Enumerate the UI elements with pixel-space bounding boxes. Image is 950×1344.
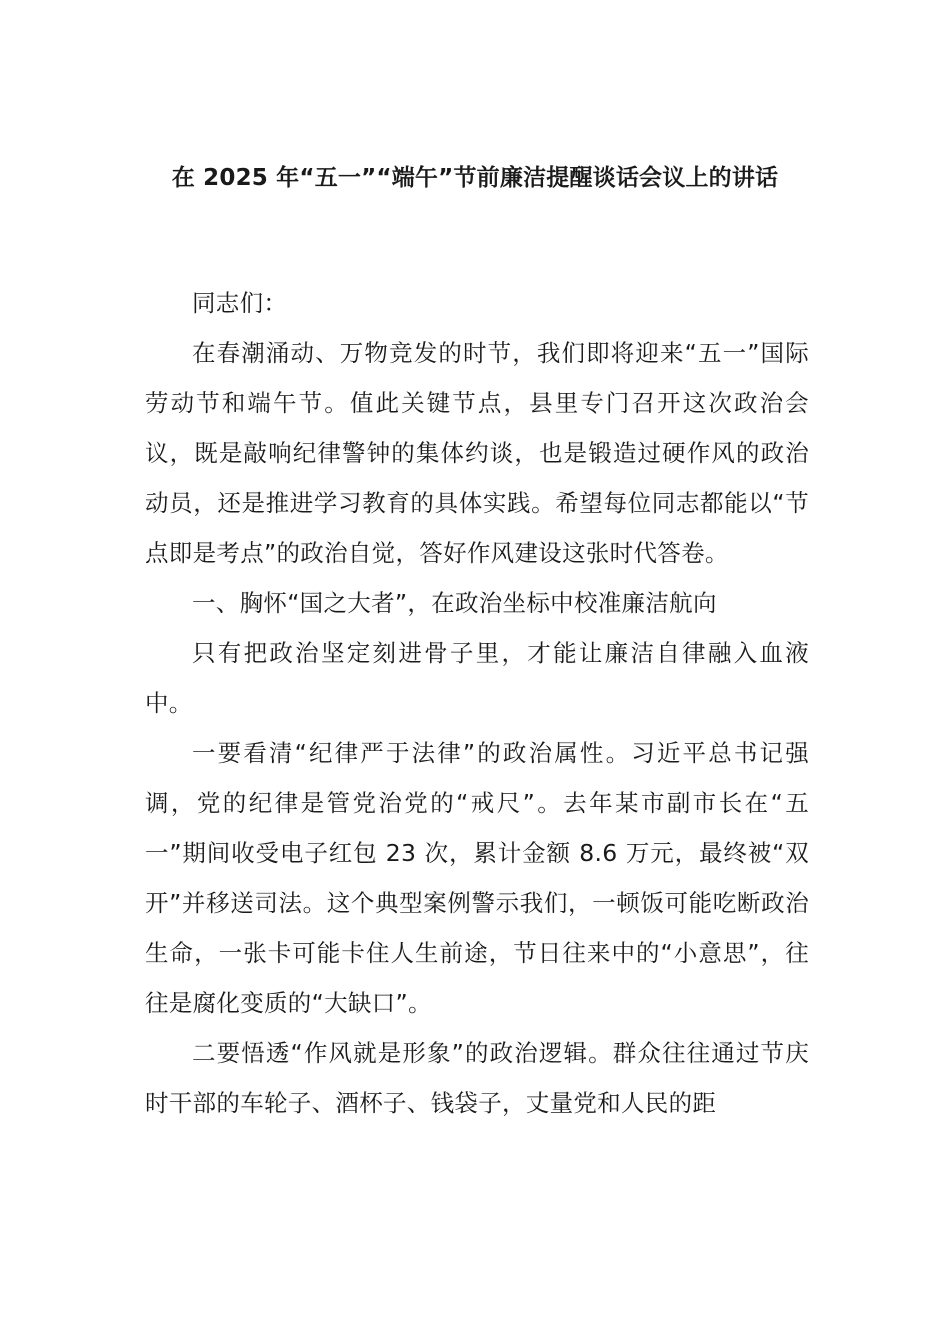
document-body	[145, 278, 809, 1128]
body-paragraph: 只有把政治坚定刻进骨子里，才能让廉洁自律融入血液中。	[145, 639, 809, 717]
body-paragraph: 二要悟透“作风就是形象”的政治逻辑。群众往往通过节庆时干部的车轮子、酒杯子、钱袋子，丈量党和人民的距	[145, 1039, 809, 1117]
document-title: 在 2025 年“五一”“端午”节前廉洁提醒谈话会议上的讲话	[171, 165, 779, 191]
salutation-paragraph: 同志们：	[192, 289, 288, 317]
intro-paragraph: 在春潮涌动、万物竞发的时节，我们即将迎来“五一”国际劳动节和端午节。值此关键节点，县里专门召开这次政治会议，既是敲响纪律警钟的集体约谈，也是锻造过硬作风的政治动员，还是推进学习教育的具体实践。希望每位同志都能以“节点即是考点”的政治自觉，答好作风建设这张时代答卷。	[145, 339, 809, 567]
body-paragraph: 一要看清“纪律严于法律”的政治属性。习近平总书记强调，党的纪律是管党治党的“戒尺”。去年某市副市长在“五一”期间收受电子红包 23 次，累计金额 8.6 万元，最终被“双开”并移送司法。这个典型案例警示我们，一顿饭可能吃断政治生命，一张卡可能卡住人生前途，节日往来中的“小意思”，往往是腐化变质的“大缺口”。	[145, 739, 809, 1017]
section-heading-1: 一、胸怀“国之大者”，在政治坐标中校准廉洁航向	[192, 589, 717, 617]
